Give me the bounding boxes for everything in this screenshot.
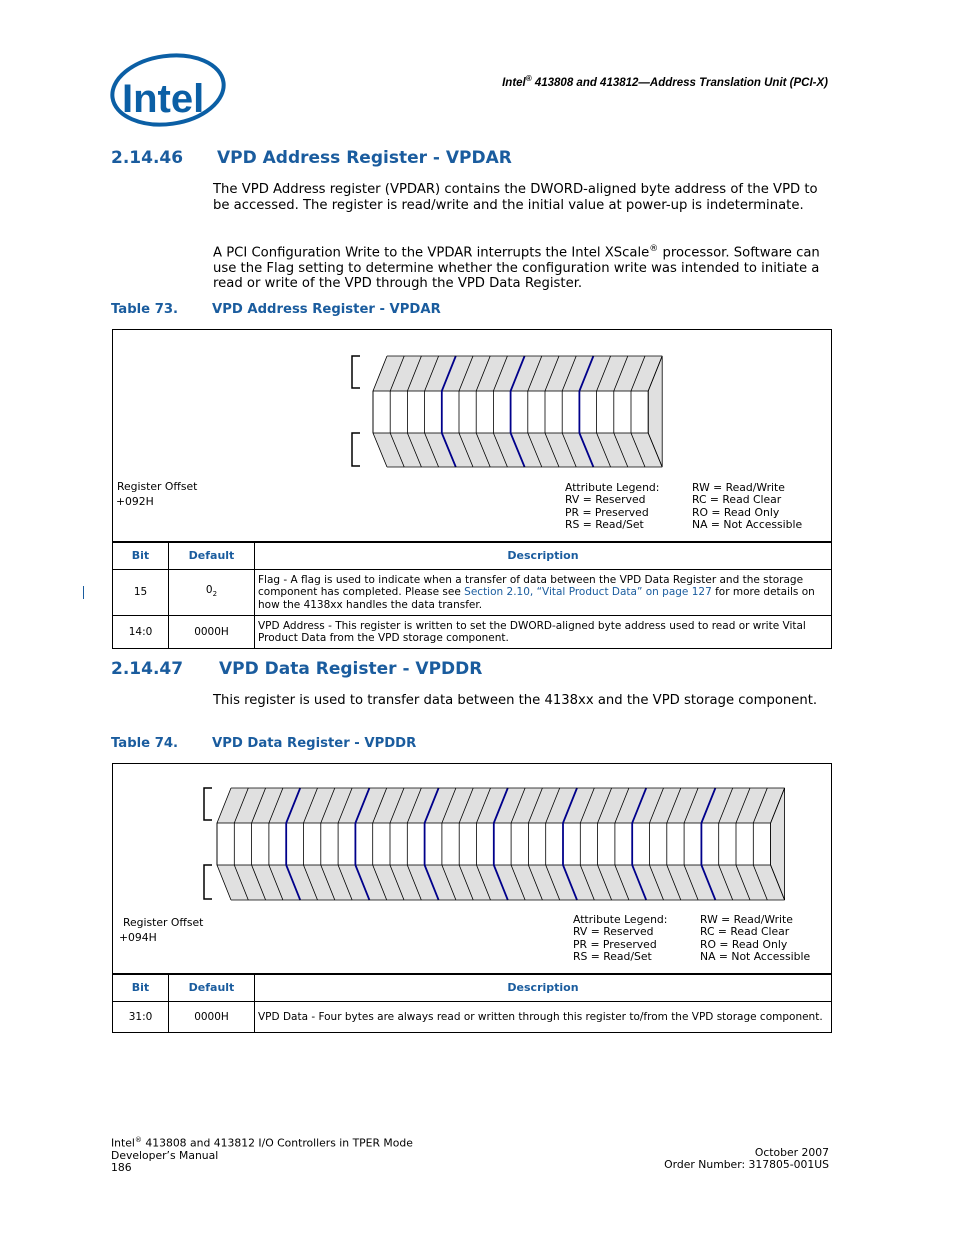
table-header-row bbox=[113, 542, 832, 570]
register-offset-label: Register Offset bbox=[123, 916, 204, 929]
legend-item: RO = Read Only bbox=[692, 505, 780, 519]
section-cross-reference-link[interactable]: Section 2.10, “Vital Product Data” on page 127 bbox=[464, 586, 712, 599]
col-header-default: Default bbox=[169, 542, 255, 570]
legend-item: RS = Read/Set bbox=[573, 949, 652, 963]
register-offset-73 bbox=[116, 479, 197, 509]
section-title: VPD Address Register - VPDAR bbox=[217, 148, 512, 168]
attribute-legend-left-74 bbox=[573, 914, 667, 963]
legend-item: PR = Preserved bbox=[573, 937, 657, 951]
col-header-default: Default bbox=[169, 974, 255, 1002]
cell-default bbox=[169, 570, 255, 616]
cell-description bbox=[255, 570, 832, 616]
table-label: Table 73. bbox=[111, 302, 179, 317]
bit-description-table-73 bbox=[112, 541, 832, 649]
footer-order-number: Order Number: 317805-001US bbox=[664, 1158, 829, 1172]
cell-default: 0000H bbox=[169, 616, 255, 649]
cell-bit: 31:0 bbox=[113, 1002, 169, 1033]
legend-item: RO = Read Only bbox=[700, 937, 788, 951]
left-bracket-top bbox=[352, 356, 360, 388]
paragraph-vpdar-2 bbox=[213, 242, 823, 292]
table73-caption bbox=[111, 302, 441, 317]
legend-item: RC = Read Clear bbox=[700, 925, 790, 939]
default-value: 0 bbox=[205, 584, 213, 597]
table-header-row bbox=[113, 974, 832, 1002]
register-offset-value: +094H bbox=[119, 931, 157, 944]
footer-brand: Intel bbox=[111, 1136, 135, 1150]
footer-left bbox=[111, 1134, 413, 1174]
intel-logo-text: Intel bbox=[122, 77, 205, 121]
col-header-bit: Bit bbox=[113, 542, 169, 570]
register-offset-label: Register Offset bbox=[117, 480, 198, 493]
paragraph-vpdar-1: The VPD Address register (VPDAR) contains the DWORD-aligned byte address of the VPD to be accessed. The register is read/write and the initial value at power-up is indeterminate. bbox=[213, 182, 818, 213]
register-offset-74 bbox=[119, 915, 204, 945]
bit-description-table-74 bbox=[112, 973, 832, 1033]
register-offset-value: +092H bbox=[116, 495, 154, 508]
col-header-description: Description bbox=[255, 542, 832, 570]
footer-date: October 2007 bbox=[754, 1146, 829, 1159]
footer-doc-title bbox=[111, 1134, 413, 1150]
header-brand: Intel bbox=[502, 76, 526, 89]
default-subscript: 2 bbox=[212, 590, 218, 599]
running-header bbox=[502, 74, 828, 89]
table-title: VPD Data Register - VPDDR bbox=[212, 736, 417, 751]
table-label: Table 74. bbox=[111, 736, 179, 751]
legend-item: NA = Not Accessible bbox=[692, 517, 803, 531]
legend-item: NA = Not Accessible bbox=[700, 949, 811, 963]
footer-right bbox=[664, 1147, 829, 1172]
legend-item: RW = Read/Write bbox=[692, 481, 785, 494]
left-bracket-bottom bbox=[204, 865, 212, 899]
page-number: 186 bbox=[111, 1161, 132, 1175]
left-bracket-top bbox=[204, 788, 212, 820]
footer-manual-name: Developer’s Manual bbox=[111, 1148, 219, 1162]
attribute-legend-left-73 bbox=[565, 482, 659, 531]
legend-item: PR = Preserved bbox=[565, 505, 649, 519]
section-heading-vpddr bbox=[111, 659, 482, 679]
legend-title: Attribute Legend: bbox=[565, 481, 660, 494]
section-heading-vpdar bbox=[111, 148, 512, 168]
para2-reg-mark: ® bbox=[649, 244, 659, 254]
section-title: VPD Data Register - VPDDR bbox=[219, 659, 483, 679]
cell-description: VPD Address - This register is written to set the DWORD-aligned byte address used to read or write Vital Product Data from the VPD storage component. bbox=[255, 616, 832, 649]
table-row bbox=[113, 616, 832, 649]
legend-item: RW = Read/Write bbox=[700, 913, 793, 926]
table-row bbox=[113, 570, 832, 616]
header-title-text: 413808 and 413812—Address Translation Unit (PCI-X) bbox=[531, 76, 828, 89]
footer-title-text: 413808 and 413812 I/O Controllers in TPER Mode bbox=[141, 1136, 413, 1150]
footer-reg-mark: ® bbox=[134, 1136, 142, 1144]
section-number: 2.14.47 bbox=[111, 659, 184, 679]
intel-logo bbox=[108, 52, 228, 132]
para2-text-a: A PCI Configuration Write to the VPDAR interrupts the Intel XScale bbox=[213, 245, 650, 261]
header-reg-mark: ® bbox=[525, 74, 532, 83]
legend-item: RS = Read/Set bbox=[565, 517, 644, 531]
desc-text: Flag - A flag is used to indicate when a transfer of data between the VPD Data Register and the storage component has completed. Please see bbox=[258, 574, 804, 599]
attribute-legend-right-74 bbox=[700, 914, 810, 963]
legend-title: Attribute Legend: bbox=[573, 913, 668, 926]
cell-bit: 14:0 bbox=[113, 616, 169, 649]
col-header-description: Description bbox=[255, 974, 832, 1002]
table74-caption bbox=[111, 736, 416, 751]
col-header-bit: Bit bbox=[113, 974, 169, 1002]
legend-item: RV = Reserved bbox=[573, 925, 654, 939]
table-row bbox=[113, 1002, 832, 1033]
attribute-legend-right-73 bbox=[692, 482, 802, 531]
cell-default: 0000H bbox=[169, 1002, 255, 1033]
cell-bit: 15 bbox=[113, 570, 169, 616]
legend-item: RV = Reserved bbox=[565, 493, 646, 507]
table-title: VPD Address Register - VPDAR bbox=[212, 302, 441, 317]
paragraph-vpddr-1: This register is used to transfer data between the 4138xx and the VPD storage component. bbox=[213, 693, 818, 708]
section-number: 2.14.46 bbox=[111, 148, 184, 168]
legend-item: RC = Read Clear bbox=[692, 493, 782, 507]
left-bracket-bottom bbox=[352, 433, 360, 466]
para2-text-b: processor. Software can use the Flag setting to determine whether the configuration write was intended to initiate a read or write of the VPD through the VPD Data Register. bbox=[213, 245, 820, 292]
desc-text: for more details on how the 4138xx handles the data transfer. bbox=[258, 586, 815, 611]
change-bar bbox=[83, 586, 84, 599]
cell-description: VPD Data - Four bytes are always read or written through this register to/from the VPD storage component. bbox=[255, 1002, 832, 1033]
